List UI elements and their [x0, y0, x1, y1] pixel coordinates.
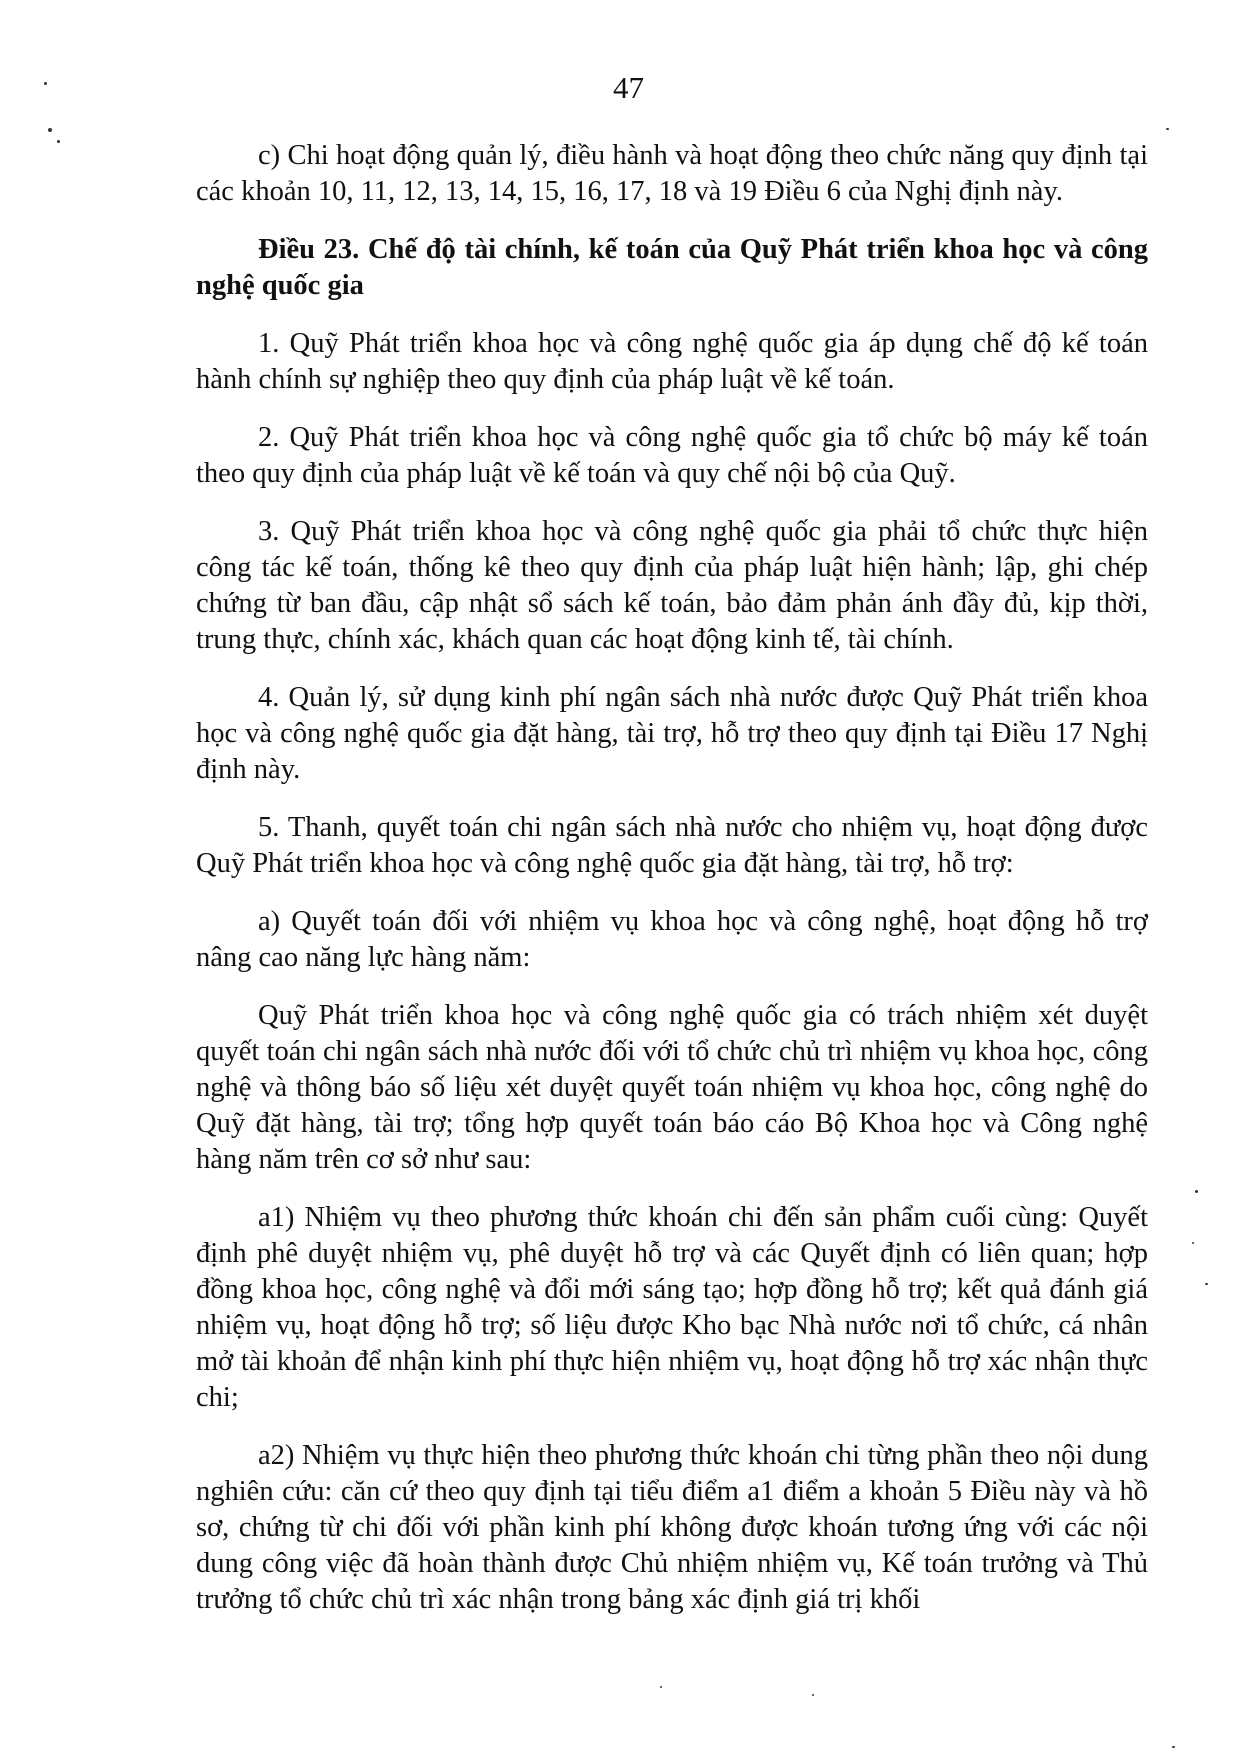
- clause-5-paragraph: 5. Thanh, quyết toán chi ngân sách nhà nước cho nhiệm vụ, hoạt động được Quỹ Phát triển khoa học và công nghệ quốc gia đặt hàng, tài trợ, hỗ trợ:: [196, 812, 1148, 879]
- sub-point-a1-paragraph: a1) Nhiệm vụ theo phương thức khoán chi đến sản phẩm cuối cùng: Quyết định phê duyệt nhiệm vụ, phê duyệt hỗ trợ và các Quyết định có liên quan; hợp đồng khoa học, công nghệ và đổi mới sáng tạo; hợp đồng hỗ trợ; kết quả đánh giá nhiệm vụ, hoạt động hỗ trợ; số liệu được Kho bạc Nhà nước nơi tổ chức, cá nhân mở tài khoản để nhận kinh phí thực hiện nhiệm vụ, hoạt động hỗ trợ xác nhận thực chi;: [196, 1202, 1148, 1413]
- scan-speck: [660, 1686, 662, 1688]
- document-body: [196, 138, 1148, 1618]
- clause-1-paragraph: 1. Quỹ Phát triển khoa học và công nghệ quốc gia áp dụng chế độ kế toán hành chính sự nghiệp theo quy định của pháp luật về kế toán.: [196, 328, 1148, 395]
- point-a-paragraph: a) Quyết toán đối với nhiệm vụ khoa học và công nghệ, hoạt động hỗ trợ nâng cao năng lực hàng năm:: [196, 906, 1148, 973]
- clause-4-paragraph: 4. Quản lý, sử dụng kinh phí ngân sách nhà nước được Quỹ Phát triển khoa học và công nghệ quốc gia đặt hàng, tài trợ, hỗ trợ theo quy định tại Điều 17 Nghị định này.: [196, 682, 1148, 785]
- scan-speck: [1166, 128, 1169, 130]
- article-23-heading: Điều 23. Chế độ tài chính, kế toán của Quỹ Phát triển khoa học và công nghệ quốc gia: [196, 234, 1148, 301]
- scan-speck: [1195, 1190, 1198, 1193]
- page-number: 47: [613, 70, 644, 105]
- scan-speck: [48, 128, 52, 132]
- scan-speck: [812, 1694, 814, 1696]
- scan-speck: [1205, 1283, 1208, 1285]
- scan-speck: [1192, 1242, 1194, 1244]
- sub-point-a2-paragraph: a2) Nhiệm vụ thực hiện theo phương thức khoán chi từng phần theo nội dung nghiên cứu: căn cứ theo quy định tại tiểu điểm a1 điểm a khoản 5 Điều này và hồ sơ, chứng từ chi đối với phần kinh phí không được khoán tương ứng với các nội dung công việc đã hoàn thành được Chủ nhiệm nhiệm vụ, Kế toán trưởng và Thủ trưởng tổ chức chủ trì xác nhận trong bảng xác định giá trị khối: [196, 1440, 1148, 1615]
- clause-c-paragraph: c) Chi hoạt động quản lý, điều hành và hoạt động theo chức năng quy định tại các khoản 10, 11, 12, 13, 14, 15, 16, 17, 18 và 19 Điều 6 của Nghị định này.: [196, 140, 1148, 207]
- scan-speck: [1172, 1746, 1175, 1748]
- scan-speck: [57, 140, 60, 143]
- clause-2-paragraph: 2. Quỹ Phát triển khoa học và công nghệ quốc gia tổ chức bộ máy kế toán theo quy định của pháp luật về kế toán và quy chế nội bộ của Quỹ.: [196, 422, 1148, 489]
- fund-responsibility-paragraph: Quỹ Phát triển khoa học và công nghệ quốc gia có trách nhiệm xét duyệt quyết toán chi ngân sách nhà nước đối với tổ chức chủ trì nhiệm vụ khoa học, công nghệ và thông báo số liệu xét duyệt quyết toán nhiệm vụ khoa học, công nghệ do Quỹ đặt hàng, tài trợ; tổng hợp quyết toán báo cáo Bộ Khoa học và Công nghệ hàng năm trên cơ sở như sau:: [196, 1000, 1148, 1175]
- clause-3-paragraph: 3. Quỹ Phát triển khoa học và công nghệ quốc gia phải tổ chức thực hiện công tác kế toán, thống kê theo quy định của pháp luật hiện hành; lập, ghi chép chứng từ ban đầu, cập nhật sổ sách kế toán, bảo đảm phản ánh đầy đủ, kịp thời, trung thực, chính xác, khách quan các hoạt động kinh tế, tài chính.: [196, 516, 1148, 655]
